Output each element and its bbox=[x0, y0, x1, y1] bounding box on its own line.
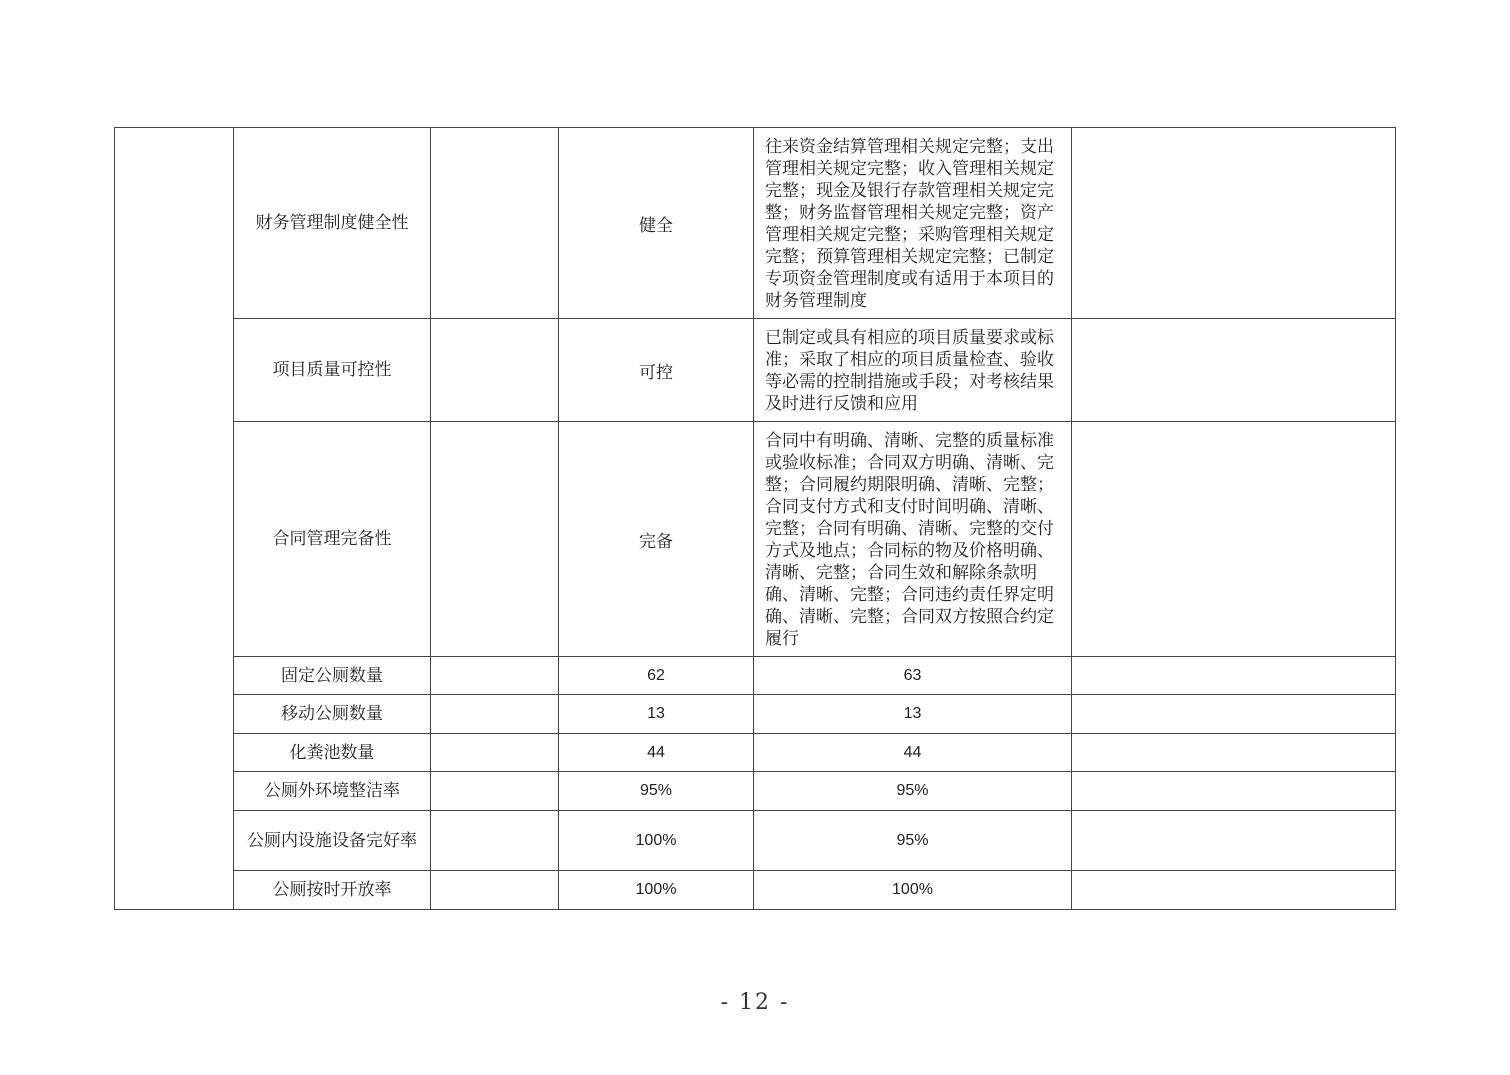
weight-cell bbox=[431, 128, 559, 319]
remark-cell bbox=[1072, 811, 1396, 871]
remark-cell bbox=[1072, 734, 1396, 772]
target-value-cell: 可控 bbox=[559, 319, 754, 422]
indicator-name-cell: 公厕外环境整洁率 bbox=[234, 772, 431, 811]
page-number: - 12 - bbox=[720, 990, 790, 1015]
remark-cell bbox=[1072, 657, 1396, 695]
table-row bbox=[115, 319, 1396, 422]
actual-value-cell: 95% bbox=[754, 772, 1072, 811]
weight-cell bbox=[431, 695, 559, 734]
remark-cell bbox=[1072, 772, 1396, 811]
performance-indicator-table bbox=[114, 127, 1396, 910]
remark-cell bbox=[1072, 422, 1396, 657]
indicator-name-cell: 固定公厕数量 bbox=[234, 657, 431, 695]
target-value-cell: 100% bbox=[559, 811, 754, 871]
target-value-cell: 100% bbox=[559, 871, 754, 910]
weight-cell bbox=[431, 772, 559, 811]
indicator-name-cell: 公厕按时开放率 bbox=[234, 871, 431, 910]
remark-cell bbox=[1072, 128, 1396, 319]
remark-cell bbox=[1072, 871, 1396, 910]
actual-value-cell: 合同中有明确、清晰、完整的质量标准或验收标准；合同双方明确、清晰、完整；合同履约期限明确、清晰、完整；合同支付方式和支付时间明确、清晰、完整；合同有明确、清晰、完整的交付方式及地点；合同标的物及价格明确、清晰、完整；合同生效和解除条款明确、清晰、完整；合同违约责任界定明确、清晰、完整；合同双方按照合约定履行 bbox=[754, 422, 1072, 657]
indicator-name-cell: 合同管理完备性 bbox=[234, 422, 431, 657]
weight-cell bbox=[431, 811, 559, 871]
actual-value-cell: 往来资金结算管理相关规定完整；支出管理相关规定完整；收入管理相关规定完整；现金及银行存款管理相关规定完整；财务监督管理相关规定完整；资产管理相关规定完整；采购管理相关规定完整；预算管理相关规定完整；已制定专项资金管理制度或有适用于本项目的财务管理制度 bbox=[754, 128, 1072, 319]
target-value-cell: 健全 bbox=[559, 128, 754, 319]
table-row bbox=[115, 734, 1396, 772]
table-row bbox=[115, 422, 1396, 657]
weight-cell bbox=[431, 422, 559, 657]
target-value-cell: 13 bbox=[559, 695, 754, 734]
actual-value-cell: 63 bbox=[754, 657, 1072, 695]
category-cell bbox=[115, 128, 234, 910]
indicator-name-cell: 项目质量可控性 bbox=[234, 319, 431, 422]
indicator-name-cell: 化粪池数量 bbox=[234, 734, 431, 772]
actual-value-cell: 95% bbox=[754, 811, 1072, 871]
table-row bbox=[115, 871, 1396, 910]
table-row bbox=[115, 695, 1396, 734]
target-value-cell: 62 bbox=[559, 657, 754, 695]
indicator-name-cell: 财务管理制度健全性 bbox=[234, 128, 431, 319]
indicator-name-cell: 公厕内设施设备完好率 bbox=[234, 811, 431, 871]
indicator-name-cell: 移动公厕数量 bbox=[234, 695, 431, 734]
table-row bbox=[115, 772, 1396, 811]
actual-value-cell: 44 bbox=[754, 734, 1072, 772]
actual-value-cell: 100% bbox=[754, 871, 1072, 910]
table-row bbox=[115, 811, 1396, 871]
weight-cell bbox=[431, 734, 559, 772]
table-row bbox=[115, 657, 1396, 695]
actual-value-cell: 已制定或具有相应的项目质量要求或标准；采取了相应的项目质量检查、验收等必需的控制措施或手段；对考核结果及时进行反馈和应用 bbox=[754, 319, 1072, 422]
actual-value-cell: 13 bbox=[754, 695, 1072, 734]
target-value-cell: 完备 bbox=[559, 422, 754, 657]
remark-cell bbox=[1072, 319, 1396, 422]
weight-cell bbox=[431, 319, 559, 422]
remark-cell bbox=[1072, 695, 1396, 734]
table-row bbox=[115, 128, 1396, 319]
weight-cell bbox=[431, 657, 559, 695]
target-value-cell: 95% bbox=[559, 772, 754, 811]
target-value-cell: 44 bbox=[559, 734, 754, 772]
weight-cell bbox=[431, 871, 559, 910]
